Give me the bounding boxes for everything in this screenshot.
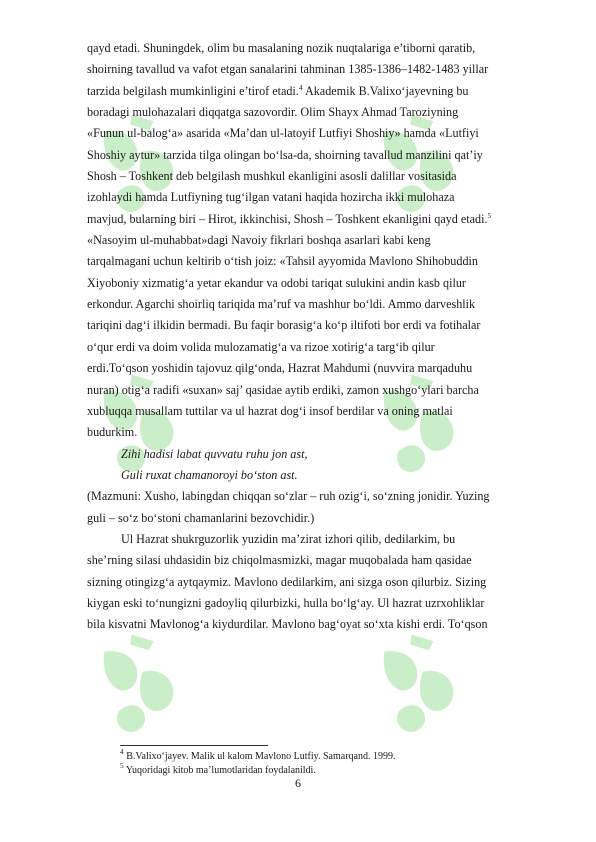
- text-line: kiygan eski to‘nungizni gadoyliq qilurbizki, hulla bo‘lg‘ay. Ul hazrat uzrxohliklar: [87, 595, 485, 610]
- text-line: izohlaydi hamda Lutfiyning tug‘ilgan vatani haqida hozircha ikki mulohaza: [87, 190, 455, 205]
- watermark-mark: [364, 627, 467, 737]
- text-line: Shosh – Toshkent deb belgilash mushkul ekanligini asosli dalillar vositasida: [87, 169, 457, 184]
- footnote-ref: 4: [298, 82, 303, 92]
- text-line: Xiyoboniy xizmatig‘a yetar ekandur va odobi tariqat sulukini andin kasb qilur: [87, 275, 466, 290]
- text-line: tarqalmagani uchun keltirib o‘tish joiz: «Tahsil ayyomida Mavlono Shihobuddin: [87, 254, 478, 269]
- footnotes: [120, 747, 550, 777]
- text-line: Ul Hazrat shukrguzorlik yuzidin ma’zirat izhori qilib, dedilarkim, bu: [121, 531, 456, 546]
- text-line: tariqini dag‘i ilkidin bermadi. Bu faqir borasig‘a ko‘p iltifoti bor erdi va fotihalar: [87, 318, 481, 333]
- text-line: she’rning silasi uhdasidin biz chiqolmasmizki, magar muqobalada ham qasidae: [87, 553, 472, 568]
- text-line: mavjud, bularning biri – Hirot, ikkinchisi, Shosh – Toshkent ekanligini qayd etadi.$^5$: [87, 210, 492, 226]
- body-text: [87, 38, 542, 636]
- text-line: tarzida belgilash mumkinligini e’tirof etadi.$^4$ Akademik B.Valixo‘jayevning bu: [87, 82, 469, 98]
- text-line: boradagi mulohazalari diqqatga sazovordir. Olim Shayx Ahmad Taroziyning: [87, 105, 459, 120]
- text-line: budurkim.: [87, 425, 138, 440]
- text-line: «Nasoyim ul-muhabbat»dagi Navoiy fikrlari boshqa asarlari kabi keng: [87, 233, 431, 248]
- footnote-ref: 5: [487, 210, 492, 220]
- text-line: nuran) otig‘a radifi «suxan» saj’ qasidae aytib erdiki, zamon xushgo‘ylari barcha: [87, 382, 479, 397]
- page-number: 6: [295, 776, 301, 790]
- text-line: o‘qur erdi va doim volida mulozamatig‘a va rizoe xotirig‘a targ‘ib qilur: [87, 339, 435, 354]
- verse-line: Guli ruxat chamanoroyi bo‘ston ast.: [121, 467, 298, 482]
- text-line: erkondur. Agarchi shoirliq tariqida ma’ruf va mashhur bo‘ldi. Ammo darveshlik: [87, 297, 476, 312]
- text-line: sizning otingizg‘a aytqaymiz. Mavlono dedilarkim, ani sizga oson qilurbiz. Sizing: [87, 574, 487, 589]
- text-line: bila kisvatni Mavlonog‘a kiydurdilar. Mavlono bag‘oyat so‘xta kishi erdi. To‘qson: [87, 617, 488, 632]
- verse-line: Zihi hadisi labat quvvatu ruhu jon ast,: [121, 446, 308, 461]
- text-line: (Mazmuni: Xusho, labingdan chiqqan so‘zlar – ruh ozig‘i, so‘zning jonidir. Yuzing: [87, 489, 490, 504]
- watermark-mark: [84, 627, 187, 737]
- text-line: guli – so‘z bo‘stoni chamanlarini bezovchidir.): [87, 510, 315, 525]
- footnote-number: 4: [120, 747, 124, 756]
- text-line: qayd etadi. Shuningdek, olim bu masalaning nozik nuqtalariga e’tiborni qaratib,: [87, 41, 476, 55]
- text-line: xubluqqa musallam tuttilar va ul hazrat dog‘i insof berdilar va oning matlai: [87, 403, 453, 418]
- footnote: $^4$ B.Valixo‘jayev. Malik ul kalom Mavlono Lutfiy. Samarqand. 1999.: [120, 747, 396, 762]
- text-line: erdi.To‘qson yoshidin tajovuz qilg‘onda, Hazrat Mahdumi (nuvvira marqaduhu: [87, 361, 473, 376]
- footnote-divider: [120, 745, 268, 746]
- footnote-number: 5: [120, 760, 124, 770]
- text-line: Shoshiy aytur» tarzida tilga olingan bo‘lsa-da, shoirning tavallud manzilini qat’iy: [87, 147, 483, 162]
- footnote: $^5$ Yuqoridagi kitob ma’lumotlaridan foydalanildi.: [120, 760, 316, 776]
- text-line: «Funun ul-balog‘a» asarida «Ma’dan ul-latoyif Lutfiyi Shoshiy» hamda «Lutfiyi: [87, 126, 479, 141]
- text-line: shoirning tavallud va vafot etgan sanalarini tahminan 1385-1386–1482-1483 yillar: [87, 62, 489, 77]
